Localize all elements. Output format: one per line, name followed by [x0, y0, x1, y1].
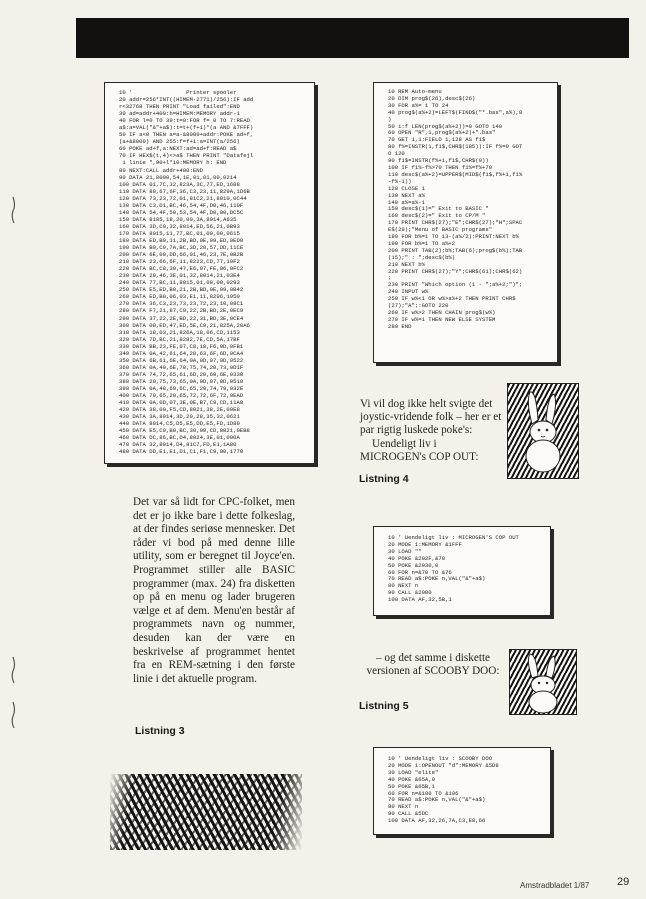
- code-line: 210 NEXT b%: [388, 260, 425, 268]
- code-line: 440 DATA 8014,C5,D5,E5,DD,E5,FD,1D89: [119, 420, 240, 428]
- code-line: 370 DATA 74,72,65,61,6D,20,69,6E,0338: [119, 370, 244, 378]
- code-line: 100 IF f1%-f%>70 THEN f1%=f%+70: [388, 163, 493, 171]
- code-line: 30 ad=addr+400:h=HIMEM:MEMORY addr-1: [119, 110, 240, 118]
- code-line: 260 DATA ED,B0,06,03,E1,11,8296,1950: [119, 293, 240, 301]
- code-line: 170 DATA 8015,11,77,BC,01,09,00,0615: [119, 229, 240, 237]
- code-line: 90 CALL &5DC: [388, 810, 429, 818]
- code-line: 100 DATA AF,32,26,7A,C3,E8,66: [388, 817, 486, 825]
- code-line: 20 DIM prog$(26),desc$(26): [388, 94, 476, 102]
- decorative-scribble: [110, 774, 302, 850]
- code-line: 360 DATA 0A,49,6E,70,75,74,20,73,0D1F: [119, 363, 244, 371]
- code-line: 90 CALL &2000: [388, 589, 432, 597]
- code-line: 300 DATA 00,ED,47,ED,5E,C9,21,825A,20A6: [119, 321, 250, 329]
- code-line: 390 DATA 0A,48,69,6C,65,20,74,79,032E: [119, 384, 244, 392]
- code-line: 70 READ a$:POKE n,VAL("&"+a$): [388, 796, 486, 804]
- code-line: 480 DATA DD,E1,E1,D1,C1,F1,C9,00,1770: [119, 448, 244, 456]
- code-line: 270 IF w%=1 THEN NEW ELSE SYSTEM: [388, 315, 496, 323]
- code-line: 230 DATA 20,46,3E,01,32,8014,21,03E4: [119, 272, 240, 280]
- code-line: r<32768 THEN PRINT "Load failed":END: [119, 103, 240, 111]
- code-line: 130 NEXT a%: [388, 191, 425, 199]
- code-line: 100 DATA AF,32,5B,1: [388, 596, 452, 604]
- code-line: 190 FOR b%=1 TO a%+2: [388, 239, 456, 247]
- code-line: 40 POKE &65A,0: [388, 775, 435, 783]
- code-line: 190 DATA B0,C9,7A,BC,3D,20,57,DD,11CE: [119, 244, 244, 252]
- code-line: 450 DATA E5,C9,B0,BC,30,09,CD,8021,0EB8: [119, 427, 250, 435]
- code-line: O 120: [388, 150, 405, 158]
- code-line: 270 DATA 36,C3,23,73,23,72,23,10,08C1: [119, 300, 244, 308]
- code-line: 30 FOR a%= 1 TO 24: [388, 101, 449, 109]
- code-line: 10 ' Uendeligt liv : MICROGEN'S COP OUT: [388, 534, 519, 541]
- code-line: 280 END: [388, 322, 412, 330]
- code-line: 230 PRINT "Which option (1 - ";a%+2;")";: [388, 281, 523, 289]
- code-line: 80 NEXT:CALL addr+400:END: [119, 166, 203, 174]
- code-line: 10 REM Auto-menu: [388, 88, 442, 95]
- listing-5-caption: Listning 5: [359, 700, 409, 712]
- listing-4-caption: Listning 4: [359, 473, 409, 485]
- code-line: 10 ' Printer spooler: [119, 89, 237, 96]
- code-line: 140 DATA 54,4F,50,53,54,4F,D0,00,DC5C: [119, 208, 244, 216]
- code-line: 210 DATA 23,66,6F,11,8223,CD,77,19F2: [119, 258, 240, 266]
- code-line: 470 DATA 32,8014,D4,81C7,FD,E1,1A80: [119, 441, 237, 449]
- code-line: 30 LOAD "": [388, 547, 422, 555]
- code-line: 220 PRINT CHR$(27);"Y";CHR$(61);CHR$(62): [388, 267, 523, 275]
- page-number: 29: [617, 876, 630, 888]
- code-line: 240 DATA 77,BC,11,8015,01,09,00,0293: [119, 279, 240, 287]
- code-line: 20 addr=256*INT((HIMEM-2771)/256):IF add: [119, 96, 254, 104]
- code-line: 20 MODE 1:MEMORY &1FFF: [388, 540, 462, 548]
- code-line: 130 DATA C3,D1,BC,46,54,4F,D0,46,110F: [119, 201, 244, 209]
- listing-4-intro: [360, 398, 502, 464]
- code-line: 460 DATA DC,86,BC,D4,8024,3E,01,090A: [119, 434, 240, 442]
- code-line: 80 f%=INSTR(1,f1$,CHR$(185)):IF f%=0 GOT: [388, 143, 523, 151]
- code-line: 60 OPEN "R",1,prog$(a%+2)+".bas": [388, 129, 496, 137]
- code-line: 110 DATA 80,67,6F,36,C3,23,11,829A,1D6B: [119, 187, 250, 195]
- code-line: 60 FOR n=&100 TO &106: [388, 789, 459, 797]
- listing-3-code: [104, 82, 315, 464]
- rabbit-illustration: [507, 383, 579, 479]
- code-line: ): [388, 115, 392, 123]
- code-line: 150 DATA 8185,18,20,00,3A,8014,A635: [119, 215, 237, 223]
- code-line: (27);"A";:GOTO 220: [388, 302, 449, 310]
- code-line: 180 DATA ED,B0,11,2B,BD,0E,09,ED,0ED8: [119, 236, 244, 244]
- code-line: ;: [388, 274, 392, 282]
- listing-5-intro: – og det samme i diskette versionen af SCOOBY DOO:: [366, 652, 500, 678]
- code-line: 50 IF a<0 THEN a=a-&8000+addr:POKE ad+f,: [119, 131, 254, 139]
- code-line: 280 DATA F7,21,87,C9,22,2B,BD,2E,0EC9: [119, 307, 244, 315]
- listing-3-caption: Listning 3: [135, 725, 185, 737]
- code-line: 380 DATA 20,75,73,65,0A,0D,07,0D,0510: [119, 377, 244, 385]
- code-line: 200 DATA 6E,00,DD,66,01,46,23,7E,0B2B: [119, 251, 244, 259]
- code-line: a$:a=VAL("&"+a$):t=t+(f+1)*(a AND &7FFF): [119, 124, 254, 132]
- code-line: 350 DATA 6B,61,6E,64,0A,0D,07,0D,0522: [119, 356, 244, 364]
- code-line: 250 IF w%<1 OR w%>a%+2 THEN PRINT CHR$: [388, 295, 516, 303]
- magazine-footer: Amstradbladet 1/87: [520, 881, 590, 890]
- code-line: 80 NEXT n: [388, 582, 419, 590]
- code-line: 160 desc$(2)=" Exit to CP/M ": [388, 212, 486, 220]
- listing-4-code: [373, 82, 558, 363]
- code-line: 310 DATA 18,03,21,826A,18,06,CD,1153: [119, 328, 240, 336]
- code-line: 70 IF HEX$(t,4)<>a$ THEN PRINT "Datafejl: [119, 152, 254, 160]
- code-line: 50 POKE &2030,0: [388, 561, 439, 569]
- listing-6-code: [373, 747, 551, 835]
- code-line: 120 DATA 73,23,72,01,81C2,21,8010,0C44: [119, 194, 247, 202]
- rabbit-icon: [510, 650, 576, 714]
- binder-mark: [10, 700, 18, 730]
- code-line: 330 DATA BB,23,FE,07,C8,18,F6,0D,0FB1: [119, 342, 244, 350]
- binder-mark: [10, 195, 18, 225]
- rabbit-illustration: [509, 649, 577, 715]
- code-line: 50 i:f LEN(prog$(a%+2))=0 GOTO 140: [388, 122, 503, 130]
- code-line: 80 NEXT n: [388, 803, 419, 811]
- code-line: 10 ' Uendeligt liv : SCOOBY DOO: [388, 755, 493, 762]
- header-bar: [76, 18, 629, 58]
- code-line: 50 POKE &65B,1: [388, 782, 435, 790]
- code-line: 180 FOR b%=1 TO 13-(a%/2):PRINT:NEXT b%: [388, 233, 519, 241]
- code-line: 30 LOAD "elite": [388, 768, 439, 776]
- code-line: 200 PRINT TAB(2);b%;TAB(6);prog$(b%);TAB: [388, 246, 523, 254]
- code-line: 120 CLOSE 1: [388, 184, 425, 192]
- code-line: i linie ",90+l*10:MEMORY h: END: [119, 159, 227, 167]
- code-line: 150 desc$(1)=" Exit to BASIC ": [388, 205, 489, 213]
- code-line: 70 GET 1,1:FIELD 1,128 AS f1$: [388, 136, 486, 144]
- code-line: 110 desc$(a%+2)=UPPER$(MID$(f1$,f%+1,f1%: [388, 170, 523, 178]
- binder-mark: [10, 655, 18, 685]
- code-line: 400 DATA 70,65,20,65,72,72,6F,72,0EAD: [119, 392, 244, 400]
- code-line: 290 DATA 37,22,2E,BD,22,31,BD,3E,0CE4: [119, 314, 244, 322]
- code-line: 160 DATA 3D,C0,32,8014,ED,56,21,0B93: [119, 222, 240, 230]
- code-line: 170 PRINT CHR$(27);"E";CHR$(27);"H";SPAC: [388, 219, 523, 227]
- code-line: 220 DATA BC,C8,30,47,E6,07,FE,06,0FC2: [119, 265, 244, 273]
- code-line: 260 IF w%>2 THEN CHAIN prog$(w%): [388, 309, 496, 316]
- code-line: 70 READ a$:POKE n,VAL("&"+a$): [388, 575, 486, 583]
- code-line: 320 DATA 7D,BC,21,8282,7E,CD,5A,17BF: [119, 335, 240, 343]
- code-line: 60 POKE ad+f,a:NEXT:ad=ad+f:READ a$: [119, 145, 237, 153]
- listing-5-code: [373, 526, 551, 616]
- code-line: -f%-1)): [388, 177, 412, 185]
- code-line: 340 DATA 0A,42,61,64,20,63,6F,6D,0CA4: [119, 349, 244, 357]
- code-line: 40 prog$(a%+2)=LEFT$(FIND$("*.bas",a%),8: [388, 108, 523, 116]
- code-line: 430 DATA 3A,8014,3D,20,28,35,32,0621: [119, 413, 240, 421]
- code-line: E$(29);"Menu of BASIC programs": [388, 226, 493, 234]
- code-line: (a+&8000) AND 255:f=f+1:a=INT(a/256): [119, 138, 240, 146]
- article-body: Det var så lidt for CPC-folket, men det er jo ikke bare i dette folkeslag, at der findes seriøse mennesker. Det råder vi bod på med denne lille utility, som er beregnet til Joyce'en. Programmet stiller alle BASIC programmer (max. 24) fra disketten op på en menu og lader brugeren vælge et af dem. Menu'en består af programmets navn og nummer, desuden kan der være en beskrivelse af programmet hentet fra en REM-sætning i den første linie i det aktuelle program.: [133, 496, 295, 685]
- code-line: 100 DATA 01,7C,32,823A,3C,77,ED,1688: [119, 180, 240, 188]
- listing-4-intro-text: Vi vil dog ikke helt svigte det joystic-vridende folk – her er et par rigtig luskede poke's:: [360, 398, 502, 437]
- code-line: 40 POKE &202F,&70: [388, 554, 446, 562]
- code-line: 250 DATA E5,ED,B0,21,2B,BD,0E,09,0B42: [119, 286, 244, 294]
- code-line: 240 INPUT w%: [388, 288, 429, 296]
- code-line: 410 DATA 0A,0D,07,3E,0E,B7,C9,CD,11A8: [119, 399, 244, 407]
- code-line: 420 DATA 38,00,F5,CD,8021,38,2E,09E8: [119, 406, 240, 414]
- code-line: 140 a%=a%-1: [388, 198, 425, 206]
- code-line: 90 f1$=INSTR(f%+1,f1$,CHR$(0)): [388, 157, 489, 165]
- listing-4-subtitle: Uendeligt liv i MICROGEN's COP OUT:: [360, 437, 479, 463]
- code-line: 90 DATA 21,8000,54,1E,01,01,00,0214: [119, 173, 237, 181]
- code-line: 20 MODE 1:OPENOUT "d":MEMORY &5D8: [388, 761, 499, 769]
- code-line: (15);" : ";desc$(b%): [388, 253, 456, 261]
- code-line: 60 FOR n=&70 TO &76: [388, 568, 452, 576]
- rabbit-icon: [508, 384, 578, 478]
- code-line: 40 FOR l=0 TO 39:t=0:FOR f= 0 TO 7:READ: [119, 117, 250, 125]
